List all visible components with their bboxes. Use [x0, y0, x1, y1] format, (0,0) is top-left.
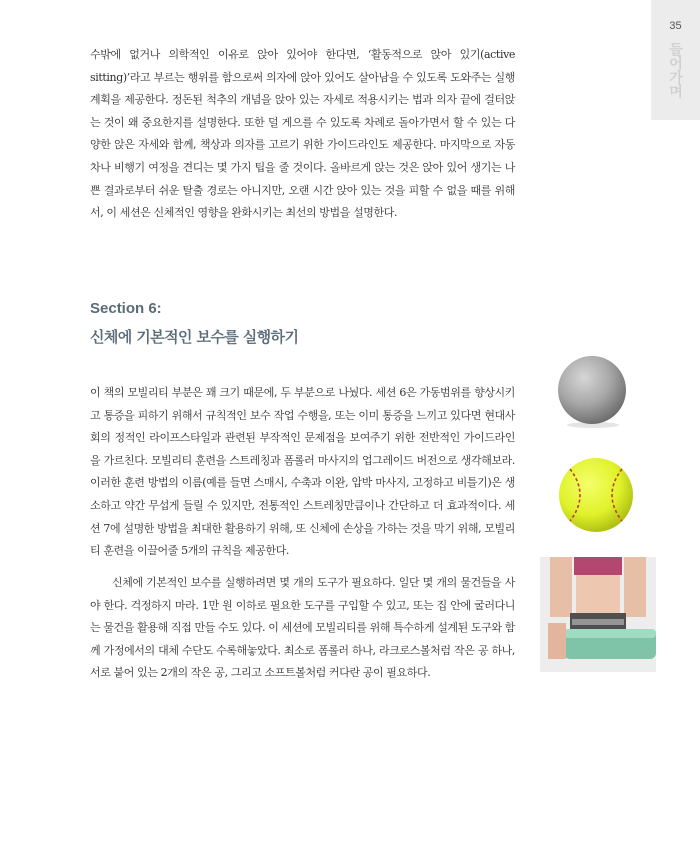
side-tab: [651, 0, 700, 120]
body-paragraph: 신체에 기본적인 보수를 실행하려면 몇 개의 도구가 필요하다. 일단 몇 개의 물건들을 사야 한다. 걱정하지 마라. 1만 원 이하로 필요한 도구를 구입할 수 있고, 또는 집 안에 굴러다니는 물건을 활용해 직접 만들 수도 있다. 이 세션에 모빌리티를 위해 특수하게 설계된 도구와 함께 가정에서의 대체 수단도 수록해놓았다. 최소로 폼롤러 하나, 라크로스볼처럼 작은 공 하나, 서로 붙어 있는 2개의 작은 공, 그리고 소프트볼처럼 커다란 공이 필요하다.: [90, 576, 515, 680]
softball-image: [556, 455, 636, 535]
foam-roller-photo: [540, 557, 656, 672]
section-title: 신체에 기본적인 보수를 실행하기: [90, 328, 299, 346]
page-number: 35: [669, 20, 682, 32]
chapter-side-title: 들어가며: [667, 42, 683, 98]
grey-ball-image: [555, 354, 630, 429]
intro-paragraph: 수밖에 없거나 의학적인 이유로 앉아 있어야 한다면, ‘활동적으로 앉아 있기(active sitting)’라고 부르는 행위를 함으로써 의자에 앉아 있어도 살아남을 수 있도록 도와주는 실행 계획을 제공한다. 정돈된 척추의 개념을 앉아 있는 자세로 적용시키는 법과 의자 끝에 걸터앉는 것이 왜 중요한지를 설명한다. 또한 덜 게으를 수 있도록 차례로 돌아가면서 할 수 있는 다양한 앉은 자세와 함께, 책상과 의자를 고르기 위한 가이드라인도 제공한다. 마지막으로 자동차나 비행기 여정을 견디는 몇 가지 팁을 줄 것이다. 올바르게 앉는 것은 앉아 있어 생기는 나쁜 결과로부터 쉬운 탈출 경로는 아니지만, 오랜 시간 앉아 있는 것을 피할 수 없을 때를 위해서, 이 세션은 신체적인 영향을 완화시키는 최선의 방법을 설명한다.: [90, 48, 515, 220]
body-paragraph: 이 책의 모빌리티 부분은 꽤 크기 때문에, 두 부분으로 나눴다. 세션 6은 가동범위를 향상시키고 통증을 피하기 위해서 규칙적인 보수 작업 수행을, 또는 이미 통증을 느끼고 있다면 현대사회의 정적인 라이프스타일과 관련된 부작적인 문제점을 보여주기 위한 전반적인 가이드라인을 가르친다. 모빌리티 훈련을 스트레칭과 폼롤러 마사지의 업그레이드 버전으로 생각해보라. 이러한 훈련 방법의 이름(예를 들면 스매시, 수축과 이완, 압박 마사지, 고정하고 비틀기)은 생소하고 약간 무섭게 들릴 수 있지만, 전통적인 스트레칭만큼이나 간단하고 더 효과적이다. 세션 7에 설명한 방법을 최대한 활용하기 위해, 또 신체에 손상을 가하는 것을 막기 위해, 모빌리티 훈련을 이끌어줄 5개의 규칙을 제공한다.: [90, 386, 515, 558]
section-label: Section 6:: [90, 300, 162, 317]
